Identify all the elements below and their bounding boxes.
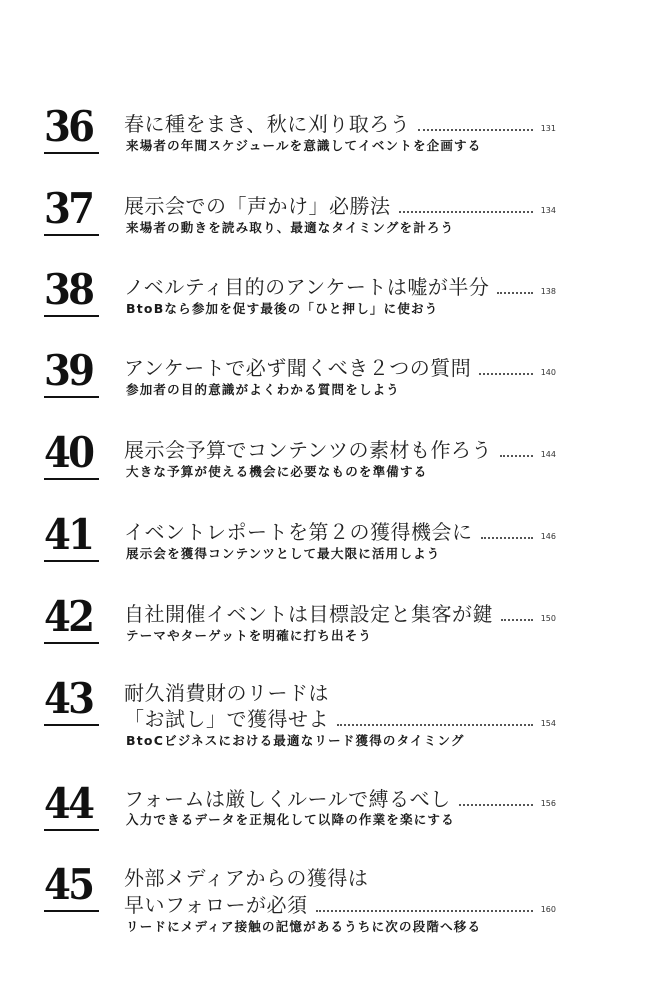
dot-leader xyxy=(459,804,533,806)
dot-leader xyxy=(399,211,533,213)
dot-leader xyxy=(500,455,533,457)
title-line xyxy=(124,112,556,136)
entry-title: フォームは厳しくルールで縛るべし xyxy=(124,787,451,811)
page-number: 156 xyxy=(540,799,556,808)
entry-title-line1: 耐久消費財のリードは xyxy=(124,681,329,705)
entry-subtitle: BtoCビジネスにおける最適なリード獲得のタイミング xyxy=(126,733,465,748)
number-underline xyxy=(44,642,99,644)
number-underline xyxy=(44,560,99,562)
chapter-number: 45 xyxy=(44,860,93,909)
dot-leader xyxy=(481,537,533,539)
entry-title: 早いフォローが必須 xyxy=(124,893,308,917)
chapter-number: 38 xyxy=(44,265,93,314)
page-number: 144 xyxy=(540,450,556,459)
number-underline xyxy=(44,478,99,480)
page-number: 154 xyxy=(540,719,556,728)
page-number: 146 xyxy=(540,532,556,541)
dot-leader xyxy=(497,292,532,294)
entry-subtitle: テーマやターゲットを明確に打ち出そう xyxy=(126,628,373,643)
title-line xyxy=(124,707,556,731)
entry-subtitle: 展示会を獲得コンテンツとして最大限に活用しよう xyxy=(126,546,441,561)
entry-title: アンケートで必ず聞くべき２つの質問 xyxy=(124,356,472,380)
entry-subtitle: 入力できるデータを正規化して以降の作業を楽にする xyxy=(126,812,455,827)
chapter-number: 37 xyxy=(44,184,93,233)
number-underline xyxy=(44,396,99,398)
number-underline xyxy=(44,315,99,317)
entry-title: 展示会での「声かけ」必勝法 xyxy=(124,194,391,218)
page-number: 140 xyxy=(540,368,556,377)
entry-title: 春に種をまき、秋に刈り取ろう xyxy=(124,112,411,136)
title-line xyxy=(124,194,556,218)
entry-title-line1: 外部メディアからの獲得は xyxy=(124,866,369,890)
number-underline xyxy=(44,152,99,154)
title-line xyxy=(124,602,556,626)
chapter-number: 44 xyxy=(44,779,93,828)
entry-subtitle: BtoBなら参加を促す最後の「ひと押し」に使おう xyxy=(126,301,439,316)
chapter-number: 41 xyxy=(44,510,93,559)
entry-subtitle: 来場者の年間スケジュールを意識してイベントを企画する xyxy=(126,138,482,153)
page-number: 138 xyxy=(540,287,556,296)
dot-leader xyxy=(418,129,533,131)
entry-title: 展示会予算でコンテンツの素材も作ろう xyxy=(124,438,492,462)
entry-subtitle: 参加者の目的意識がよくわかる質問をしよう xyxy=(126,382,401,397)
page-number: 160 xyxy=(540,905,556,914)
dot-leader xyxy=(479,373,532,375)
title-line xyxy=(124,520,556,544)
chapter-number: 40 xyxy=(44,428,93,477)
dot-leader xyxy=(501,619,533,621)
dot-leader xyxy=(316,910,533,912)
title-line xyxy=(124,275,556,299)
title-line xyxy=(124,356,556,380)
number-underline xyxy=(44,910,99,912)
chapter-number: 43 xyxy=(44,674,93,723)
title-line xyxy=(124,787,556,811)
page-number: 134 xyxy=(540,206,556,215)
page-number: 131 xyxy=(540,124,556,133)
entry-title: 「お試し」で獲得せよ xyxy=(124,707,329,731)
entry-subtitle: 大きな予算が使える機会に必要なものを準備する xyxy=(126,464,428,479)
entry-title: イベントレポートを第２の獲得機会に xyxy=(124,520,473,544)
number-underline xyxy=(44,724,99,726)
chapter-number: 39 xyxy=(44,346,93,395)
entry-subtitle: リードにメディア接触の記憶があるうちに次の段階へ移る xyxy=(126,919,482,934)
number-underline xyxy=(44,829,99,831)
entry-title: 自社開催イベントは目標設定と集客が鍵 xyxy=(124,602,493,626)
dot-leader xyxy=(337,724,533,726)
number-underline xyxy=(44,234,99,236)
title-line xyxy=(124,438,556,462)
entry-title: ノベルティ目的のアンケートは嘘が半分 xyxy=(124,275,490,299)
entry-subtitle: 来場者の動きを読み取り、最適なタイミングを計ろう xyxy=(126,220,455,235)
page-number: 150 xyxy=(540,614,556,623)
chapter-number: 42 xyxy=(44,592,93,641)
title-line xyxy=(124,893,556,917)
chapter-number: 36 xyxy=(44,102,93,151)
